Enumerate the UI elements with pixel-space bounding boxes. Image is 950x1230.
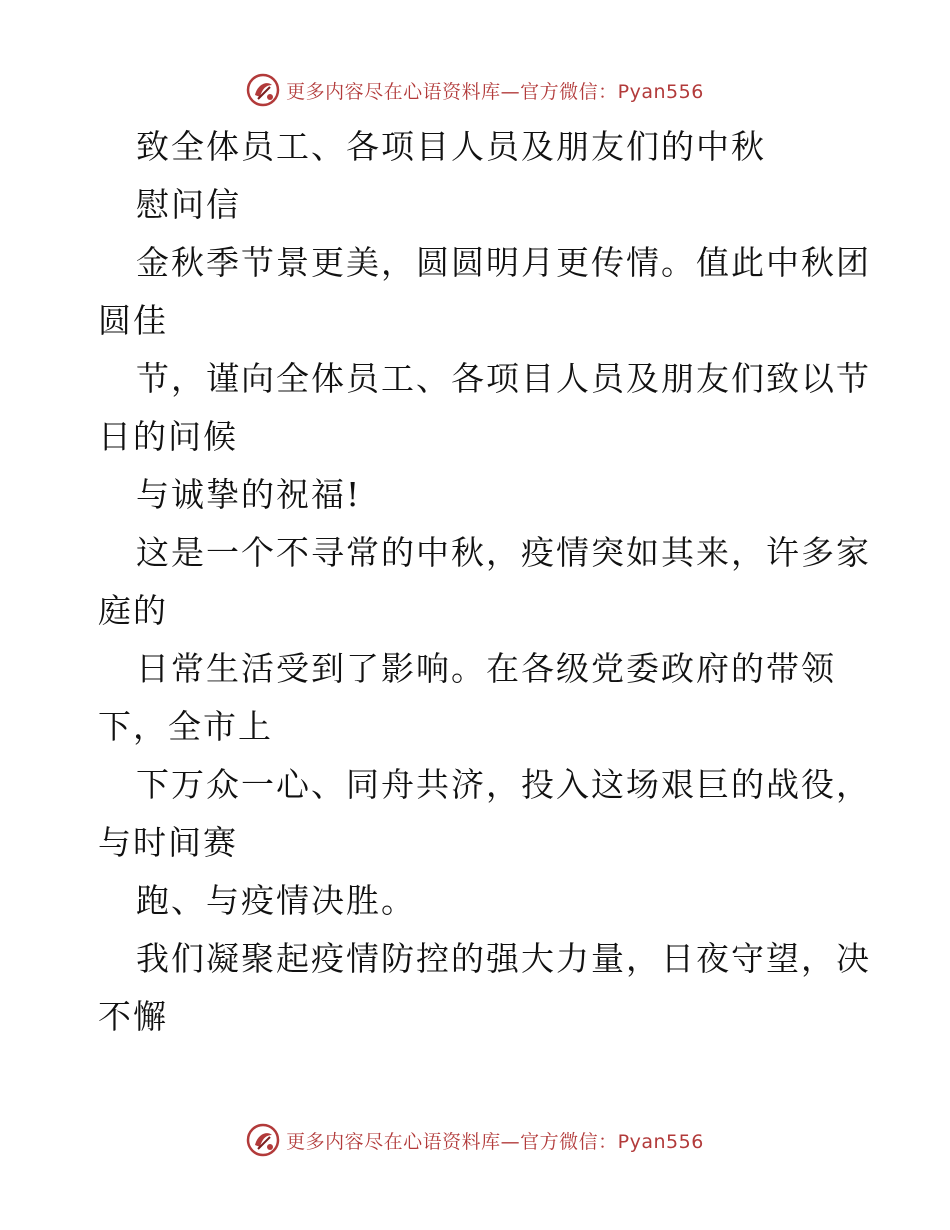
letter-body [98,118,878,1046]
text-line: 慰问信 [136,185,241,224]
text-line: 庭的 [98,591,168,630]
text-line: 日的问候 [98,417,238,456]
text-line: 下万众一心、同舟共济，投入这场艰巨的战役， [136,765,871,804]
text-line: 我们凝聚起疫情防控的强大力量，日夜守望，决 [136,939,871,978]
header-banner-text: 更多内容尽在心语资料库—官方微信：Pyan556 [286,80,704,103]
text-line: 节，谨向全体员工、各项目人员及朋友们致以节 [136,359,871,398]
footer-banner-text: 更多内容尽在心语资料库—官方微信：Pyan556 [286,1130,704,1153]
text-line: 与时间赛 [98,823,238,862]
text-line: 下，全市上 [98,707,273,746]
text-line: 跑、与疫情决胜。 [136,881,416,920]
logo-icon [246,1123,280,1157]
footer-banner [0,1120,950,1160]
text-line: 圆佳 [98,301,168,340]
logo-icon [246,73,280,107]
text-line: 致全体员工、各项目人员及朋友们的中秋 [136,127,766,166]
header-banner [0,70,950,110]
text-line: 与诚挚的祝福! [136,475,362,514]
text-line: 这是一个不寻常的中秋，疫情突如其来，许多家 [136,533,871,572]
text-line: 日常生活受到了影响。在各级党委政府的带领 [136,649,836,688]
text-line: 金秋季节景更美，圆圆明月更传情。值此中秋团 [136,243,871,282]
text-line: 不懈 [98,997,168,1036]
